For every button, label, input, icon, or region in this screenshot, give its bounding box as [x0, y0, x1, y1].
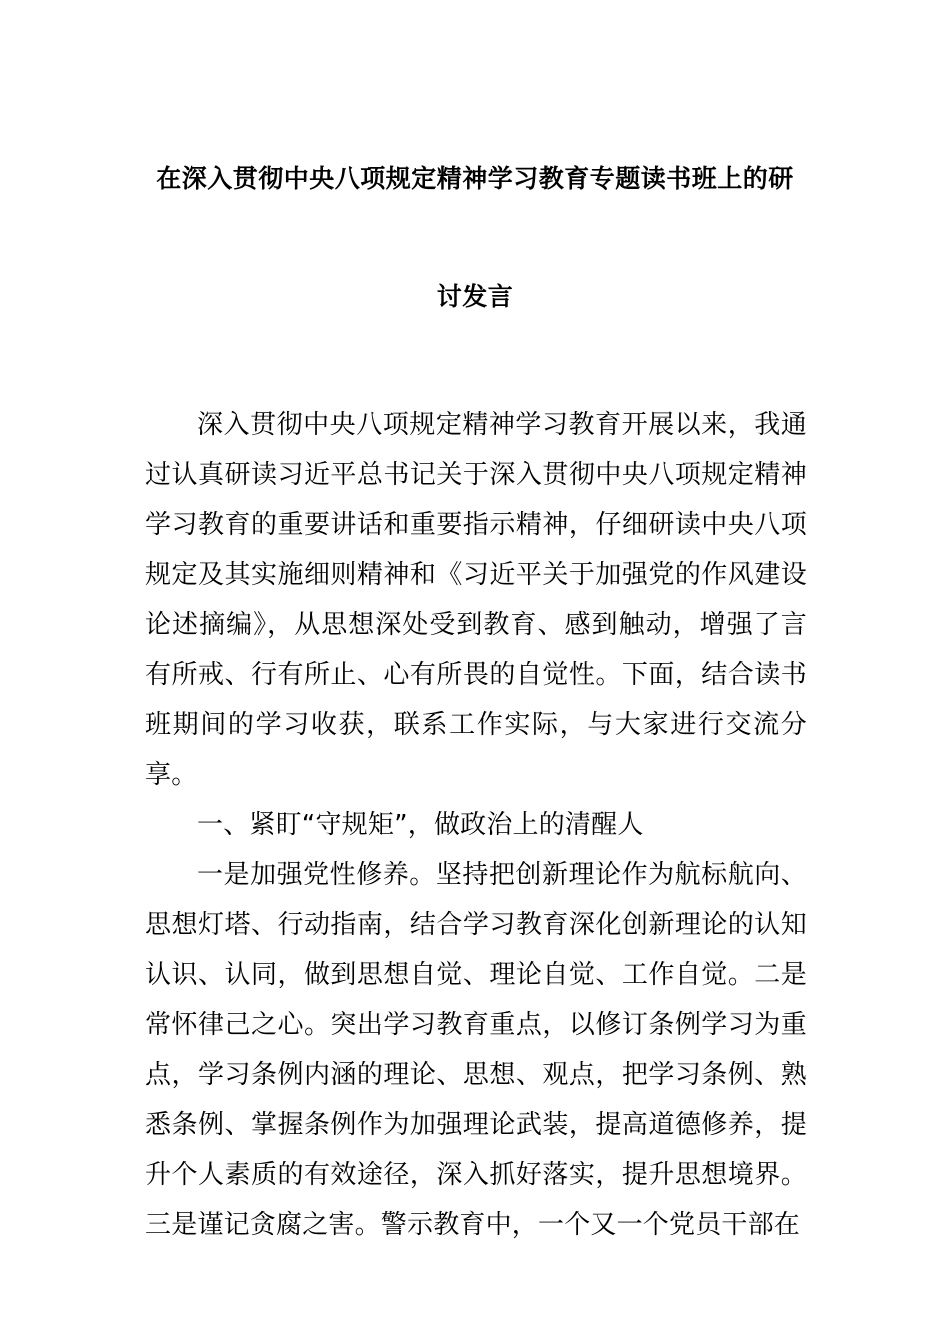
document-title-line-2: 讨发言 [436, 282, 514, 311]
document-body [145, 400, 807, 1250]
document-title-line-1: 在深入贯彻中央八项规定精神学习教育专题读书班上的研 [156, 164, 794, 193]
section-1-paragraph: 一是加强党性修养。坚持把创新理论作为航标航向、思想灯塔、行动指南，结合学习教育深化创新理论的认知认识、认同，做到思想自觉、理论自觉、工作自觉。二是常怀律己之心。突出学习教育重点，以修订条例学习为重点，学习条例内涵的理论、思想、观点，把学习条例、熟悉条例、掌握条例作为加强理论武装，提高道德修养，提升个人素质的有效途径，深入抓好落实，提升思想境界。三是谨记贪腐之害。警示教育中，一个又一个党员干部在 [145, 860, 807, 1240]
section-heading-1: 一、紧盯“守规矩”，做政治上的清醒人 [197, 810, 644, 840]
intro-paragraph: 深入贯彻中央八项规定精神学习教育开展以来，我通过认真研读习近平总书记关于深入贯彻中央八项规定精神学习教育的重要讲话和重要指示精神，仔细研读中央八项规定及其实施细则精神和《习近平关于加强党的作风建设论述摘编》，从思想深处受到教育、感到触动，增强了言有所戒、行有所止、心有所畏的自觉性。下面，结合读书班期间的学习收获，联系工作实际，与大家进行交流分享。 [145, 410, 807, 790]
